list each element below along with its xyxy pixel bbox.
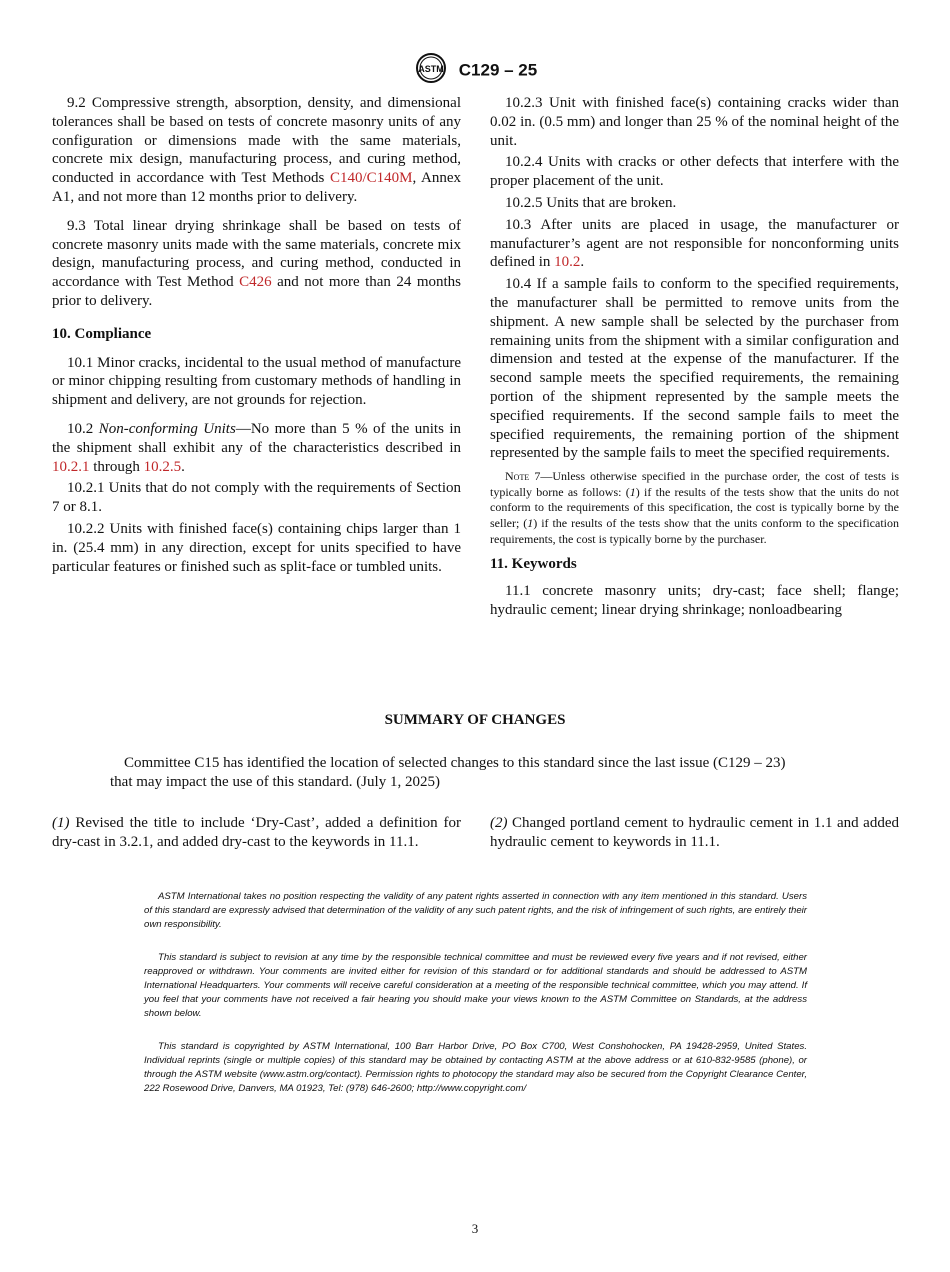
paragraph-10-4: 10.4 If a sample fails to conform to the specified requirements, the manufacturer shall be permitted to remove units from the shipment. A new sample shall be selected by the purchaser from remaining units from the shipment with a similar configuration and dimension and tested at the expense of the manufacturer. If the second sample meets the specified requirements, the remaining portion of the shipment represented by the sample meets the specified requirements. If the second sample fails to meet the specified requirements, the remaining portion of the shipment represented by the sample fails to meet the specified requirements.: [490, 276, 899, 462]
paragraph-10-2-5: 10.2.5 Units that are broken.: [505, 194, 677, 211]
section-heading-keywords: 11. Keywords: [490, 556, 577, 573]
left-column: [52, 94, 461, 579]
svg-text:ASTM: ASTM: [418, 64, 444, 74]
change-item-1: (1) Revised the title to include ‘Dry-Cast’, added a definition for dry-cast in 3.2.1, and added dry-cast to the keywords in 11.1.: [52, 815, 461, 850]
ref-link-10-2-5[interactable]: 10.2.5: [143, 458, 182, 475]
note-7: Note 7—Unless otherwise specified in the purchase order, the cost of tests is typically borne as follows: (1) if the results of the tests show that the units do not conform to the requirements of this specification, the cost is typically borne by the seller; (1) if the results of the tests show that the units conform to the specification requirements, the cost is typically borne by the purchaser.: [490, 469, 900, 546]
page-header: [0, 52, 950, 89]
ref-link-10-2-1[interactable]: 10.2.1: [52, 458, 90, 475]
ref-link-10-2[interactable]: 10.2: [554, 254, 581, 271]
paragraph-10-1: 10.1 Minor cracks, incidental to the usual method of manufacture or minor chipping resulting from customary methods of handling in shipment and delivery, are not grounds for rejection.: [52, 354, 461, 409]
paragraph-9-3: 9.3 Total linear drying shrinkage shall be based on tests of concrete masonry units made with the same materials, concrete mix design, manufacturing process, and curing method, conducted in accordance with Test Method C426 and not more than 24 months prior to delivery.: [52, 217, 461, 309]
paragraph-11-1: 11.1 concrete masonry units; dry-cast; face shell; flange; hydraulic cement; linear drying shrinkage; nonloadbearing: [490, 582, 899, 618]
standard-designation: C129 – 25: [458, 60, 538, 80]
summary-title: SUMMARY OF CHANGES: [384, 712, 566, 728]
paragraph-10-2-3: 10.2.3 Unit with finished face(s) containing cracks wider than 0.02 in. (0.5 mm) and longer than 25 % of the nominal height of the unit.: [490, 95, 899, 149]
section-heading-compliance: 10. Compliance: [52, 325, 152, 342]
right-column: [490, 94, 899, 623]
legal-patent-notice: ASTM International takes no position respecting the validity of any patent rights asserted in connection with any item mentioned in this standard. Users of this standard are expressly advised that determination of the validity of any such patent rights, and the risk of infringement of such rights, are entirely their own responsibility.: [144, 891, 807, 930]
paragraph-10-2-1: 10.2.1 Units that do not comply with the requirements of Section 7 or 8.1.: [52, 480, 461, 516]
paragraph-10-2-2: 10.2.2 Units with finished face(s) containing chips larger than 1 in. (25.4 mm) in any direction, except for units specified to have particular features or finished such as split-face or tumbled units.: [52, 520, 461, 575]
change-item-2: (2) Changed portland cement to hydraulic cement in 1.1 and added hydraulic cement to keywords in 11.1.: [490, 815, 899, 850]
page-number: 3: [471, 1221, 479, 1236]
paragraph-9-2: 9.2 Compressive strength, absorption, density, and dimensional tolerances shall be based on tests of concrete masonry units of any configuration or dimensions made with the same materials, concrete mix design, manufacturing process, and curing method, conducted in accordance with Test Methods C140/C140M, Annex A1, and not more than 12 months prior to delivery.: [52, 95, 461, 205]
paragraph-10-2-4: 10.2.4 Units with cracks or other defects that interfere with the proper placement of the unit.: [490, 154, 899, 190]
ref-link-c140[interactable]: C140/C140M: [329, 170, 413, 187]
ref-link-c426[interactable]: C426: [239, 274, 272, 291]
legal-revision-notice: This standard is subject to revision at any time by the responsible technical committee and must be reviewed every five years and if not revised, either reapproved or withdrawn. Your comments are invited either for revision of this standard or for additional standards and should be addressed to ASTM International Headquarters. Your comments will receive careful consideration at a meeting of the responsible technical committee, which you may attend. If you feel that your comments have not received a fair hearing you should make your views known to the ASTM Committee on Standards, at the address shown below.: [144, 952, 807, 1019]
astm-logo-icon: [413, 52, 449, 89]
summary-intro: Committee C15 has identified the location of selected changes to this standard since the last issue (C129 – 23) that may impact the use of this standard. (July 1, 2025): [110, 755, 786, 790]
legal-copyright-notice: This standard is copyrighted by ASTM International, 100 Barr Harbor Drive, PO Box C700, West Conshohocken, PA 19428-2959, United States. Individual reprints (single or multiple copies) of this standard may be obtained by contacting ASTM at the above address or at 610-832-9585 (phone), or through the ASTM website (www.astm.org/contact). Permission rights to photocopy the standard may also be secured from the Copyright Clearance Center, 222 Rosewood Drive, Danvers, MA 01923, Tel: (978) 646-2600; http://www.copyright.com/: [144, 1041, 807, 1094]
paragraph-10-3: 10.3 After units are placed in usage, the manufacturer or manufacturer’s agent are not responsible for nonconforming units defined in 10.2.: [490, 216, 899, 271]
paragraph-10-2: 10.2 Non-conforming Units—No more than 5 % of the units in the shipment shall exhibit any of the characteristics described in 10.2.1 through 10.2.5.: [52, 420, 462, 475]
